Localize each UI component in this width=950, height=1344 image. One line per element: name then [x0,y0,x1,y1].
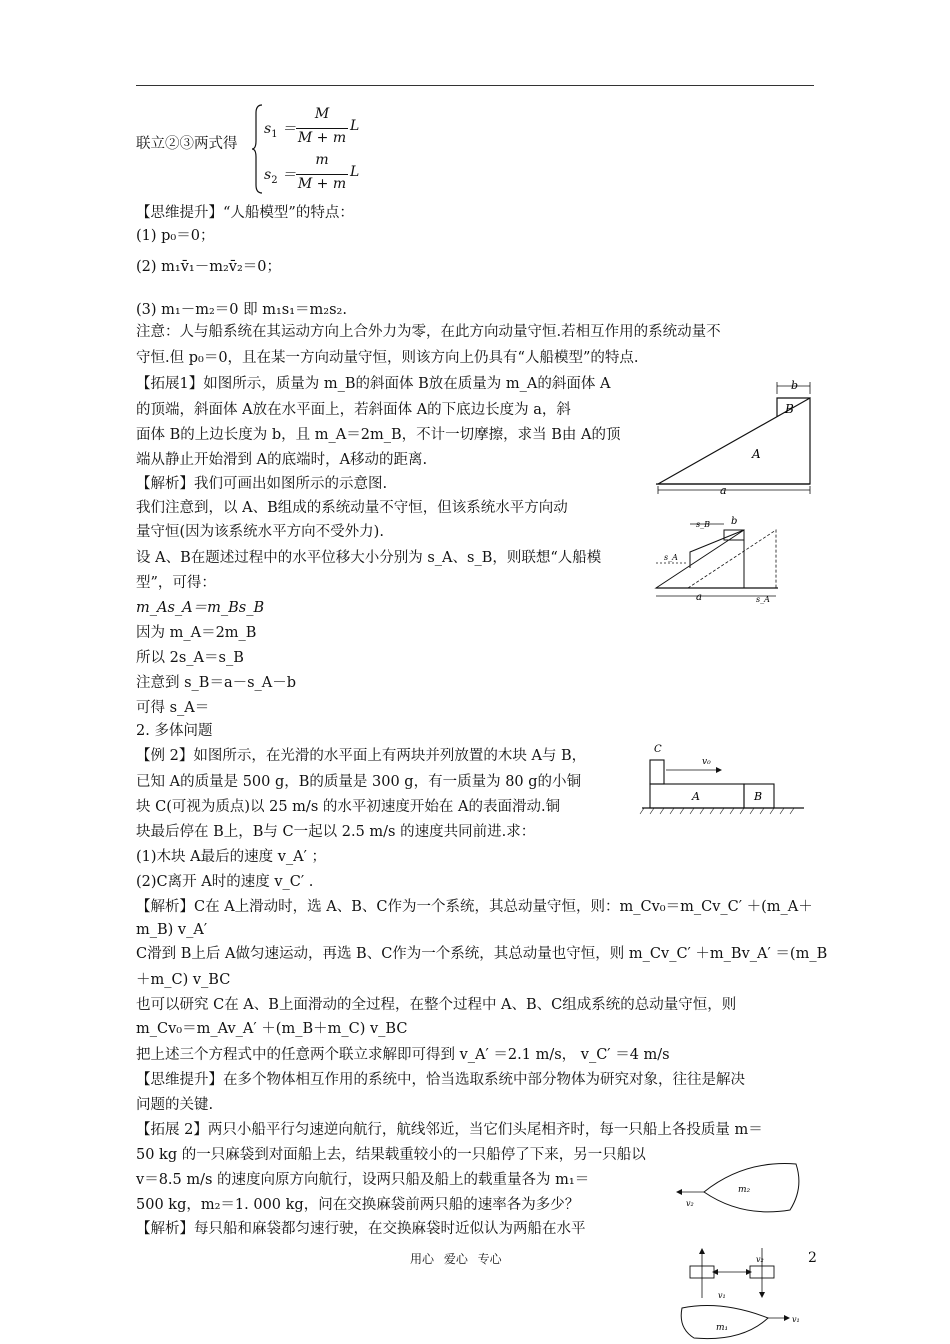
figure-blocks-abc [636,738,812,818]
fig3-label-A: A [692,790,700,803]
fig1-label-A: A [752,447,761,461]
text-line: 把上述三个方程式中的任意两个联立求解即可得到 v_A′ ＝2.1 m/s， v_C′ ＝4 m/s [136,1047,670,1063]
fig4-label-m1: m₁ [716,1323,729,1333]
text-line: 50 kg 的一只麻袋到对面船上去，结果载重较小的一只船停了下来，另一只船以 [136,1147,646,1163]
figure-two-boats [672,1158,808,1344]
text-line: 【解析】C在 A上滑动时，选 A、B、C作为一个系统，其总动量守恒，则：m_Cv₀＝m_Cv_C′ ＋(m_A＋ [136,899,813,915]
fig3-label-B: B [754,790,763,803]
text-line: 注意到 s_B＝a－s_A－b [136,675,297,691]
formula-s1-denominator: M + m [297,130,347,146]
text-line: (1)木块 A最后的速度 v_A′ ； [136,849,327,865]
text-line: 【拓展1】如图所示，质量为 m_B的斜面体 B放在质量为 m_A的斜面体 A [136,376,611,392]
text-line: 因为 m_A＝2m_B [136,625,257,641]
text-line: 500 kg，m₂＝1. 000 kg，问在交换麻袋前两只船的速率各为多少？ [136,1197,580,1213]
text-line: 所以 2s_A＝s_B [136,650,244,666]
formula-intro: 联立②③两式得 [136,136,238,152]
text-line: 量守恒(因为该系统水平方向不受外力). [136,524,384,540]
text-line: (2) m₁v̄₁－m₂v̄₂＝0； [136,259,282,275]
fig4-label-m2: m₂ [738,1185,751,1195]
fig2-label-a: a [696,592,702,603]
text-line: (1) p₀＝0； [136,228,215,244]
formula-L1: L [350,118,360,134]
text-line: 设 A、B在题述过程中的水平位移大小分别为 s_A、s_B，则联想“人船模 [136,550,602,566]
fraction-bar [296,174,348,175]
fig1-label-b: b [791,379,799,392]
formula-s2: $s_2$ ＝ [264,167,297,186]
fig4-label-v2b: v₂ [756,1255,764,1264]
fig1-label-B: B [785,402,794,416]
page-footer: 用心 爱心 专心 [410,1252,502,1266]
fig2-label-sB: s_B [696,520,710,529]
text-line: (3) m₁－m₂＝0 即 m₁s₁＝m₂s₂. [136,302,347,318]
fig2-label-sA: s_A [664,553,678,562]
text-line: 问题的关键. [136,1097,214,1113]
text-line: 已知 A的质量是 500 g，B的质量是 300 g，有一质量为 80 g的小铜 [136,774,582,790]
fig2-label-b: b [731,516,738,527]
page-number: 2 [808,1250,817,1266]
text-line: 【例 2】如图所示，在光滑的水平面上有两块并列放置的木块 A与 B， [136,748,587,764]
text-line: m_B) v_A′ [136,922,208,938]
text-line: 【拓展 2】两只小船平行匀速逆向航行，航线邻近，当它们头尾相齐时，每一只船上各投质量 m＝ [136,1122,763,1138]
formula-s2-numerator: m [315,152,329,168]
text-line: 块 C(可视为质点)以 25 m/s 的水平初速度开始在 A的表面滑动.铜 [136,799,561,815]
text-line: 【思维提升】在多个物体相互作用的系统中，恰当选取系统中部分物体为研究对象，往往是解决 [136,1072,745,1088]
text-line: 我们注意到，以 A、B组成的系统动量不守恒，但该系统水平方向动 [136,500,568,516]
text-line: C滑到 B上后 A做匀速运动，再选 B、C作为一个系统，其总动量也守恒，则 m_Cv_C′ ＋m_Bv_A′ ＝(m_B [136,946,828,962]
text-line: m_As_A＝m_Bs_B [136,600,265,616]
fig1-label-a: a [720,484,727,497]
text-line: ＋m_C) v_BC [136,972,231,988]
figure-displacement [636,510,806,606]
formula-L2: L [350,164,360,180]
text-line: 面体 B的上边长度为 b，且 m_A＝2m_B，不计一切摩擦，求当 B由 A的顶 [136,427,621,443]
text-line: (2)C离开 A时的速度 v_C′ . [136,874,314,890]
text-line: m_Cv₀＝m_Av_A′ ＋(m_B＋m_C) v_BC [136,1021,408,1037]
text-line: 端从静止开始滑到 A的底端时，A移动的距离. [136,452,428,468]
fig2-label-sA2: s_A [756,595,770,604]
text-line: 型”，可得： [136,575,216,591]
formula-s1-numerator: M [314,106,330,122]
formula-s2-denominator: M + m [297,176,347,192]
fig3-label-v0: v₀ [702,757,711,767]
header-rule [136,85,814,86]
section-heading: 2. 多体问题 [136,723,213,739]
text-line: 的顶端，斜面体 A放在水平面上，若斜面体 A的下底边长度为 a，斜 [136,402,571,418]
text-line: v＝8.5 m/s 的速度向原方向航行，设两只船及船上的载重量各为 m₁＝ [136,1172,590,1188]
text-line: 【解析】每只船和麻袋都匀速行驶，在交换麻袋时近似认为两船在水平 [136,1221,586,1237]
figure-incline-blocks [648,376,818,498]
text-line: 也可以研究 C在 A、B上面滑动的全过程，在整个过程中 A、B、C组成系统的总动量守恒，则 [136,997,737,1013]
formula-s1: $s_1$ ＝ [264,121,297,140]
text-line: 块最后停在 B上，B与 C一起以 2.5 m/s 的速度共同前进.求： [136,824,536,840]
text-line: 守恒.但 p₀＝0，且在某一方向动量守恒，则该方向上仍具有“人船模型”的特点. [136,350,639,366]
fig4-label-v1b: v₁ [792,1315,800,1324]
fig4-label-v2a: v₂ [686,1199,694,1208]
fraction-bar [296,128,348,129]
text-line: 【思维提升】“人船模型”的特点： [136,205,354,221]
text-line: 【解析】我们可画出如图所示的示意图. [136,476,388,492]
text-line: 注意：人与船系统在其运动方向上合外力为零，在此方向动量守恒.若相互作用的系统动量不 [136,324,721,340]
fig4-label-v1a: v₁ [718,1291,726,1300]
text-line: 可得 s_A＝ [136,700,210,716]
fig3-label-C: C [654,744,662,755]
